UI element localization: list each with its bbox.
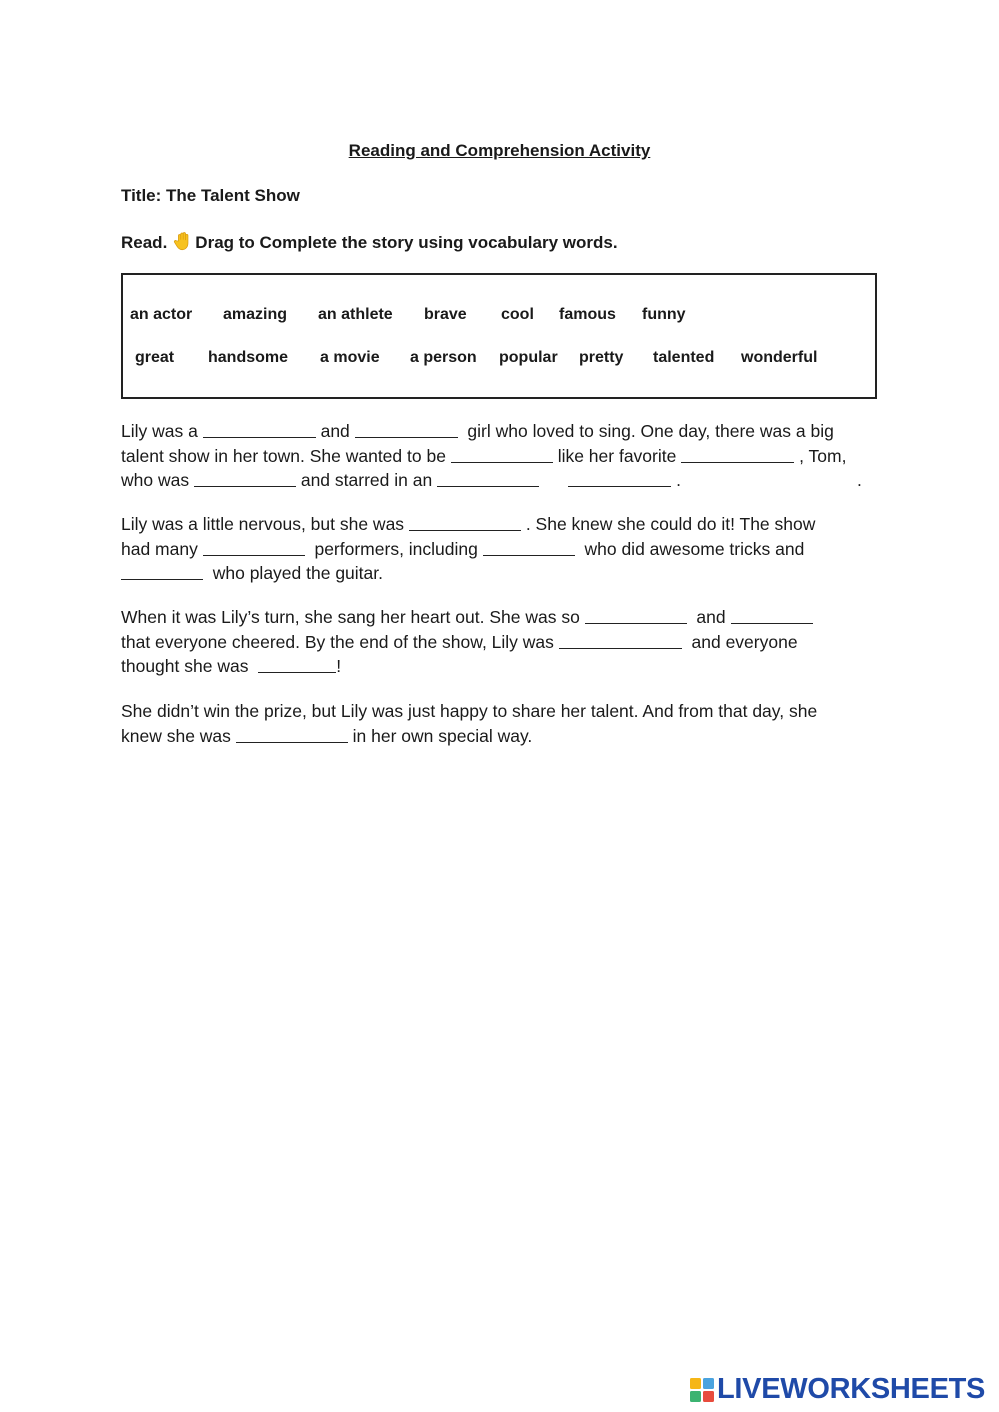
- story-paragraph-1: [121, 419, 881, 493]
- story-text: knew she was: [121, 725, 231, 746]
- blank-6[interactable]: [437, 469, 539, 487]
- blank-1[interactable]: [203, 420, 316, 438]
- story-text: like her favorite: [557, 445, 677, 466]
- story-text: talent show in her town. She wanted to be: [121, 445, 446, 466]
- story-text: and: [320, 421, 350, 441]
- story-text: performers, including: [314, 538, 478, 559]
- story-text: had many: [121, 538, 198, 559]
- blank-7[interactable]: [568, 469, 671, 487]
- instruction: [121, 230, 618, 253]
- story-text: thought she was: [121, 656, 249, 676]
- word-a-person[interactable]: a person: [410, 349, 477, 366]
- instruction-text: Drag to Complete the story using vocabulary words.: [195, 233, 618, 252]
- blank-11[interactable]: [121, 562, 203, 580]
- story-paragraph-3: [121, 605, 881, 679]
- word-cool[interactable]: cool: [501, 306, 534, 323]
- story-text: Lily was a: [121, 421, 198, 441]
- blank-16[interactable]: [236, 725, 348, 743]
- story-line: [121, 605, 881, 630]
- story-text: that everyone cheered. By the end of the show, Lily was: [121, 631, 554, 652]
- story-title: Title: The Talent Show: [121, 186, 300, 205]
- story-line: [121, 468, 881, 493]
- page-title: Reading and Comprehension Activity: [348, 141, 651, 160]
- word-funny[interactable]: funny: [642, 306, 686, 323]
- raised-hand-icon: [172, 230, 194, 252]
- word-famous[interactable]: famous: [559, 306, 616, 323]
- word-an-actor[interactable]: an actor: [130, 306, 193, 323]
- blank-15[interactable]: [258, 655, 336, 673]
- story-line: [121, 419, 881, 444]
- liveworksheets-logo-icon: [690, 1378, 714, 1402]
- story-line: [121, 537, 881, 562]
- story-line: [121, 561, 881, 586]
- story-text: !: [336, 656, 342, 676]
- liveworksheets-logo-text: LIVEWORKSHEETS: [717, 1373, 986, 1405]
- story-paragraph-2: [121, 512, 881, 586]
- word-handsome[interactable]: handsome: [208, 349, 289, 366]
- blank-13[interactable]: [731, 606, 813, 624]
- story-text: and everyone: [691, 631, 798, 652]
- story-text: girl who loved to sing. One day, there was a big: [467, 421, 834, 441]
- blank-3[interactable]: [451, 445, 553, 463]
- word-bank: [121, 273, 877, 399]
- word-popular[interactable]: popular: [499, 349, 558, 366]
- story-text: who did awesome tricks and: [584, 538, 805, 559]
- word-great[interactable]: great: [135, 349, 175, 366]
- story-text: , Tom,: [799, 445, 847, 466]
- word-amazing[interactable]: amazing: [223, 306, 288, 323]
- blank-4[interactable]: [681, 445, 794, 463]
- story-text: .: [676, 470, 681, 490]
- word-an-athlete[interactable]: an athlete: [318, 306, 393, 323]
- blank-12[interactable]: [585, 606, 687, 624]
- story-text: who played the guitar.: [212, 563, 383, 583]
- word-talented[interactable]: talented: [653, 349, 715, 366]
- story-line: [121, 699, 881, 724]
- blank-8[interactable]: [409, 513, 521, 531]
- story-text: and: [696, 607, 726, 627]
- blank-10[interactable]: [483, 538, 575, 556]
- story-line: [121, 444, 881, 469]
- blank-14[interactable]: [559, 631, 682, 649]
- blank-2[interactable]: [355, 420, 458, 438]
- story-line: [121, 654, 881, 679]
- story-line: [121, 512, 881, 537]
- story-text: When it was Lily’s turn, she sang her heart out. She was so: [121, 607, 580, 627]
- blank-9[interactable]: [203, 538, 305, 556]
- story-text: and starred in an: [300, 470, 433, 490]
- instruction-prefix: Read.: [121, 233, 168, 252]
- story-text: .: [857, 470, 862, 490]
- story-line: [121, 724, 881, 749]
- word-wonderful[interactable]: wonderful: [741, 349, 818, 366]
- story-line: [121, 630, 881, 655]
- blank-5[interactable]: [194, 469, 296, 487]
- story-text: who was: [121, 470, 190, 490]
- story-text: Lily was a little nervous, but she was: [121, 514, 405, 534]
- story-text: in her own special way.: [352, 725, 533, 746]
- liveworksheets-logo: [690, 1373, 985, 1406]
- story-text: . She knew she could do it! The show: [525, 514, 816, 534]
- word-a-movie[interactable]: a movie: [320, 349, 380, 366]
- story-text: She didn’t win the prize, but Lily was just happy to share her talent. And from that day, she: [121, 701, 818, 721]
- word-brave[interactable]: brave: [424, 306, 467, 323]
- word-pretty[interactable]: pretty: [579, 349, 624, 366]
- story-paragraph-4: [121, 699, 881, 748]
